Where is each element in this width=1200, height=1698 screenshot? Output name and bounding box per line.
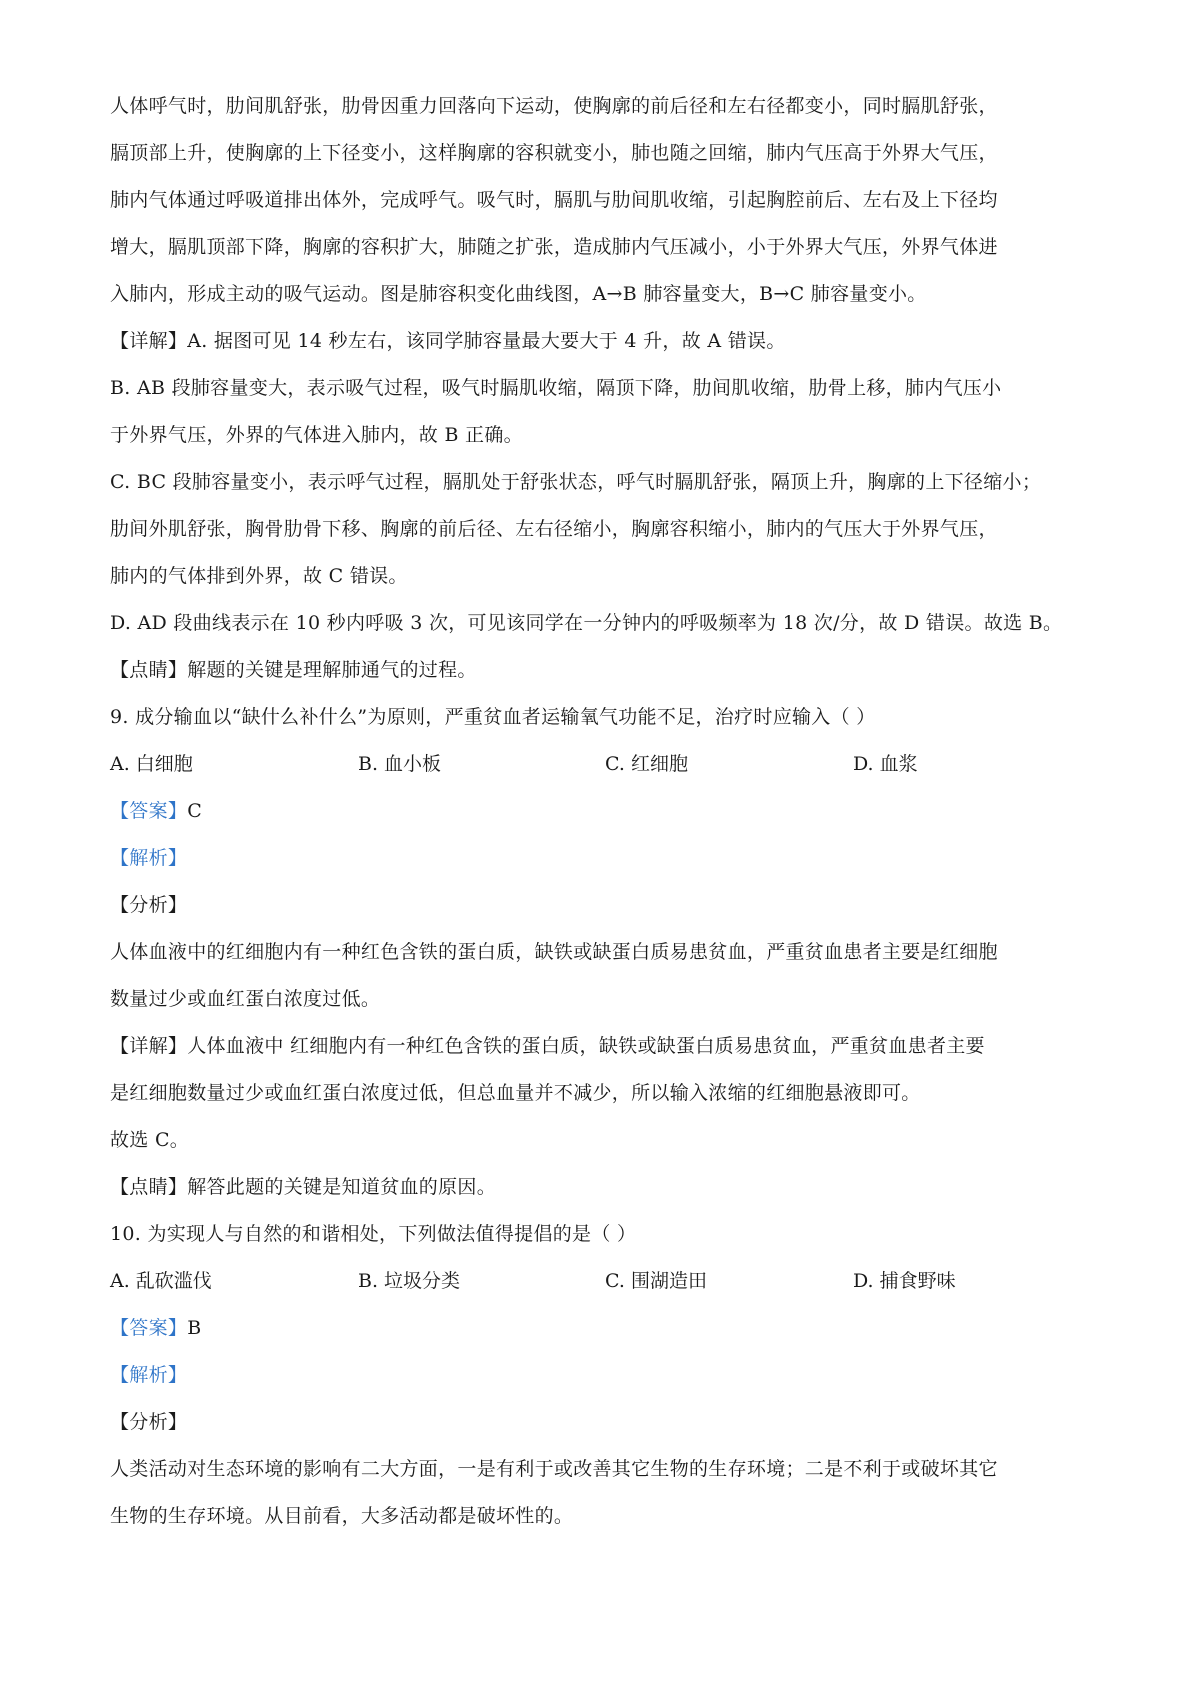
q9-comment: 【点睛】解答此题的关键是知道贫血的原因。: [110, 1176, 497, 1198]
q8-comment: 【点睛】解题的关键是理解肺通气的过程。: [110, 659, 477, 681]
q9-option-a: A. 白细胞: [110, 753, 193, 775]
q10-option-a: A. 乱砍滥伐: [110, 1270, 212, 1292]
q10-stem: 10. 为实现人与自然的和谐相处，下列做法值得提倡的是（ ）: [110, 1223, 637, 1245]
q9-option-d: D. 血浆: [853, 753, 918, 775]
intro-line-2: 膈顶部上升，使胸廓的上下径变小，这样胸廓的容积就变小，肺也随之回缩，肺内气压高于外界大气压，: [110, 142, 998, 164]
q8-detail-c-line-3: 肺内的气体排到外界，故 C 错误。: [110, 565, 408, 587]
q10-fenxi-label: 【分析】: [110, 1411, 188, 1433]
q9-answer: [110, 798, 202, 824]
intro-line-4: 增大，膈肌顶部下降，胸廓的容积扩大，肺随之扩张，造成肺内气压减小，小于外界大气压，外界气体进: [110, 236, 998, 258]
q8-detail-c-line-2: 肋间外肌舒张，胸骨肋骨下移、胸廓的前后径、左右径缩小，胸廓容积缩小，肺内的气压大于外界气压，: [110, 518, 998, 540]
q8-detail-a: 【详解】A. 据图可见 14 秒左右，该同学肺容量最大要大于 4 升，故 A 错误。: [110, 330, 786, 352]
q10-fenxi-line-2: 生物的生存环境。从目前看，大多活动都是破坏性的。: [110, 1505, 574, 1527]
q10-answer-label: 【答案】: [110, 1317, 188, 1339]
q10-analysis-label: 【解析】: [110, 1364, 188, 1386]
intro-line-1: 人体呼气时，肋间肌舒张，肋骨因重力回落向下运动，使胸廓的前后径和左右径都变小，同时膈肌舒张，: [110, 95, 998, 117]
q10-option-c: C. 围湖造田: [605, 1270, 707, 1292]
q9-answer-label: 【答案】: [110, 800, 188, 822]
intro-line-5: 入肺内，形成主动的吸气运动。图是肺容积变化曲线图，A→B 肺容量变大，B→C 肺容量变小。: [110, 283, 927, 305]
q9-stem: 9. 成分输血以“缺什么补什么”为原则，严重贫血者运输氧气功能不足，治疗时应输入（ ）: [110, 706, 876, 728]
q9-answer-value: C: [187, 800, 203, 822]
q10-answer: [110, 1315, 201, 1341]
q10-option-b: B. 垃圾分类: [358, 1270, 461, 1292]
q9-fenxi-line-1: 人体血液中的红细胞内有一种红色含铁的蛋白质，缺铁或缺蛋白质易患贫血，严重贫血患者主要是红细胞: [110, 941, 998, 963]
q9-detail-line-2: 是红细胞数量过少或血红蛋白浓度过低，但总血量并不减少，所以输入浓缩的红细胞悬液即可。: [110, 1082, 921, 1104]
q10-option-d: D. 捕食野味: [853, 1270, 956, 1292]
q8-detail-d: D. AD 段曲线表示在 10 秒内呼吸 3 次，可见该同学在一分钟内的呼吸频率为 18 次/分，故 D 错误。故选 B。: [110, 612, 1063, 634]
intro-line-3: 肺内气体通过呼吸道排出体外，完成呼气。吸气时，膈肌与肋间肌收缩，引起胸腔前后、左右及上下径均: [110, 189, 998, 211]
q9-option-c: C. 红细胞: [605, 753, 688, 775]
q9-detail-line-3: 故选 C。: [110, 1129, 190, 1151]
q9-fenxi-line-2: 数量过少或血红蛋白浓度过低。: [110, 988, 381, 1010]
q8-detail-b-line-1: B. AB 段肺容量变大，表示吸气过程，吸气时膈肌收缩，隔顶下降，肋间肌收缩，肋骨上移，肺内气压小: [110, 377, 1002, 399]
q10-answer-value: B: [187, 1317, 202, 1339]
q8-detail-c-line-1: C. BC 段肺容量变小，表示呼气过程，膈肌处于舒张状态，呼气时膈肌舒张，隔顶上升，胸廓的上下径缩小；: [110, 471, 1042, 493]
q9-fenxi-label: 【分析】: [110, 894, 188, 916]
q10-fenxi-line-1: 人类活动对生态环境的影响有二大方面，一是有利于或改善其它生物的生存环境；二是不利于或破坏其它: [110, 1458, 998, 1480]
q8-detail-b-line-2: 于外界气压，外界的气体进入肺内，故 B 正确。: [110, 424, 523, 446]
q9-option-b: B. 血小板: [358, 753, 442, 775]
q9-detail-line-1: 【详解】人体血液中 红细胞内有一种红色含铁的蛋白质，缺铁或缺蛋白质易患贫血，严重贫血患者主要: [110, 1035, 985, 1057]
q9-analysis-label: 【解析】: [110, 847, 188, 869]
